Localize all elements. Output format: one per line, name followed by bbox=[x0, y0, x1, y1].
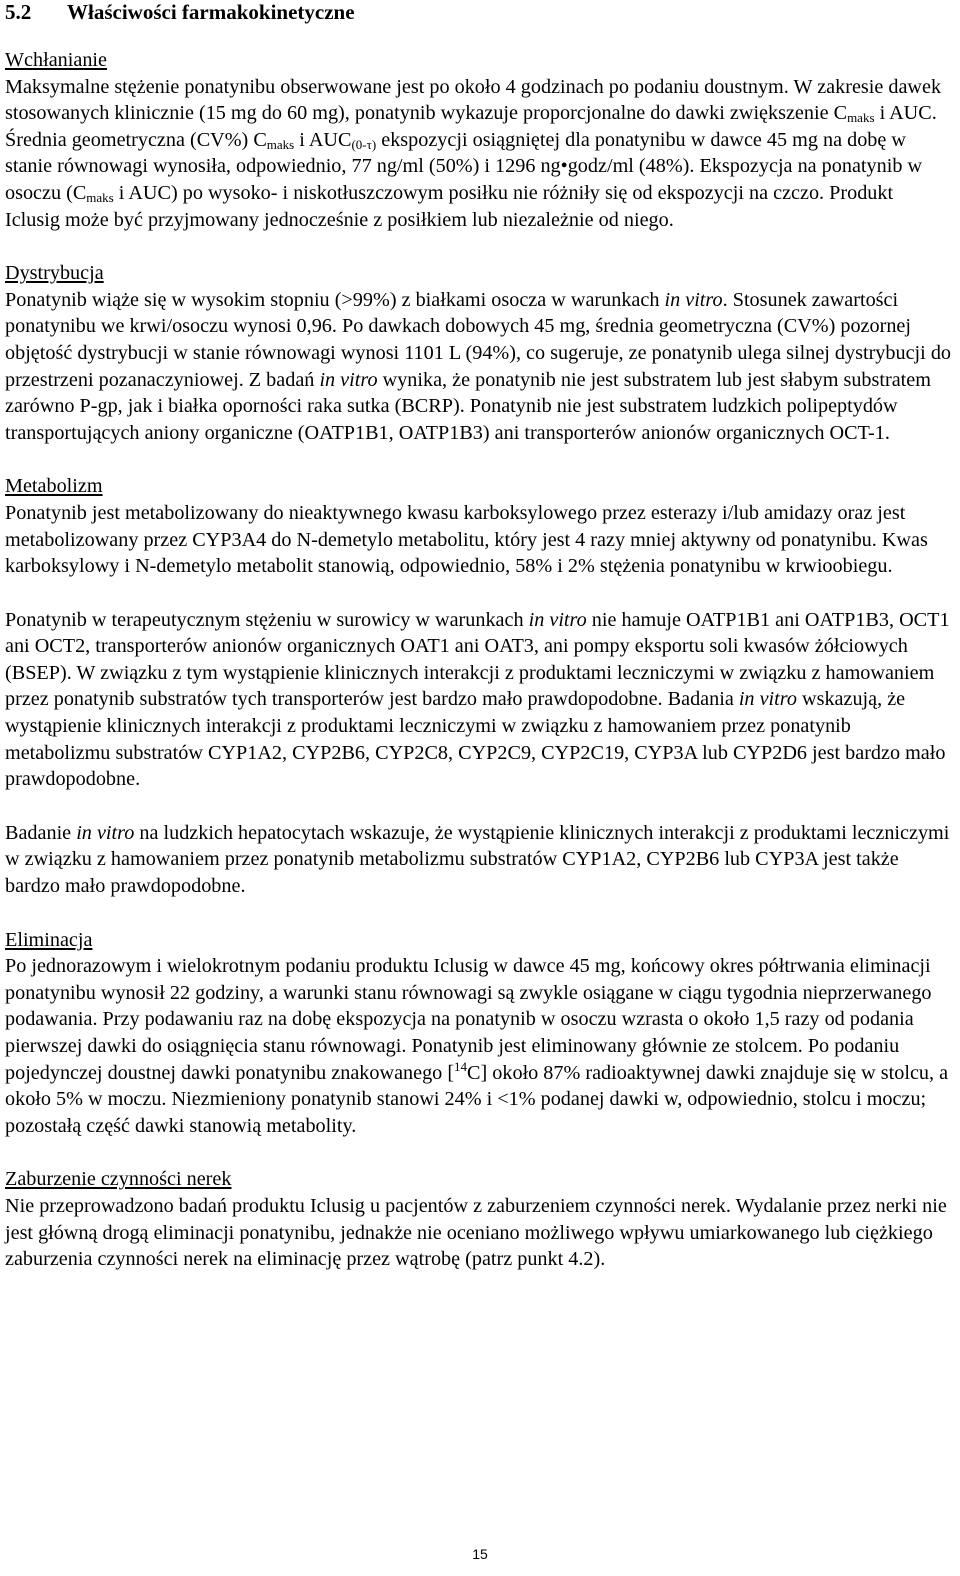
elimination-text-part: Po jednorazowym i wielokrotnym podaniu produktu Iclusig w dawce 45 mg, końcowy okres półtrwania eliminacji ponatynibu wynosił 22 godziny, a warunki stanu równowagi są zwykle osiągane w ciągu tygodnia nieprzerwanego podawania. Przy podawaniu raz na dobę ekspozycja na ponatynib w osoczu wzrasta o około 1,5 razy od podania pierwszej dawki do osiągnięcia stanu równowagi. Ponatynib jest eliminowany głównie ze stolcem. Po podaniu pojedynczej doustnej dawki ponatynibu znakowanego [ bbox=[5, 955, 932, 1084]
metabolism-text-part: Badanie bbox=[5, 821, 77, 844]
metabolism-text-part: wskazują, że wystąpienie klinicznych interakcji z produktami leczniczymi w związku z hamowaniem przez ponatynib metabolizmu substratów CYP1A2, CYP2B6, CYP2C8, CYP2C9, CYP2C19, CYP3A lub CYP2D6 jest bardzo mało prawdopodobne. bbox=[5, 688, 946, 791]
distribution-section bbox=[5, 260, 953, 446]
absorption-text-part: ekspozycji osiągniętej dla ponatynibu w dawce 45 mg na dobę w stanie równowagi wynosiła, odpowiednio, 77 ng/ml (50%) i 1296 ng•godz/ml (48%). Ekspozycja na ponatynib w osoczu (C bbox=[5, 128, 923, 204]
renal-title: Zaburzenie czynności nerek bbox=[5, 1168, 232, 1191]
distribution-text bbox=[5, 287, 953, 447]
metabolism-text-part: Ponatynib w terapeutycznym stężeniu w surowicy w warunkach bbox=[5, 608, 529, 631]
absorption-text-part: i AUC bbox=[294, 128, 352, 151]
absorption-title: Wchłanianie bbox=[5, 49, 108, 71]
metabolism-paragraph-3 bbox=[5, 820, 953, 900]
metabolism-paragraph-1: Ponatynib jest metabolizowany do nieaktywnego kwasu karboksylowego przez esterazy i/lub amidazy oraz jest metabolizowany przez CYP3A4 do N-demetylo metabolitu, który jest 4 razy mniej aktywny od ponatynibu. Kwas karboksylowy i N-demetylo metabolit stanowią, odpowiednio, 58% i 2% stężenia ponatynibu w krwioobiegu. bbox=[5, 501, 928, 578]
elimination-text bbox=[5, 953, 953, 1139]
metabolism-text-part: nie hamuje OATP1B1 ani OATP1B3, OCT1 ani OCT2, transporterów anionów organicznych OAT1 ani OAT3, ani pompy eksportu soli kwasów żółciowych (BSEP). W związku z tym wystąpienie klinicznych interakcji z produktami leczniczymi w związku z hamowaniem przez ponatynib substratów tych transporterów jest bardzo mało prawdopodobne. Badania bbox=[5, 608, 950, 711]
section-heading bbox=[5, 0, 953, 24]
metabolism-text-part: na ludzkich hepatocytach wskazuje, że wystąpienie klinicznych interakcji z produktami leczniczymi w związku z hamowaniem przez ponatynib metabolizmu substratów CYP1A2, CYP2B6 lub CYP3A jest także bardzo mało prawdopodobne. bbox=[5, 821, 950, 898]
absorption-text-part: i AUC. Średnia geometryczna (CV%) C bbox=[5, 102, 937, 151]
subscript-maks: maks bbox=[266, 136, 295, 152]
document-page bbox=[5, 0, 953, 1273]
absorption-section bbox=[5, 47, 953, 233]
metabolism-section bbox=[5, 473, 953, 899]
distribution-text-part: Ponatynib wiąże się w wysokim stopniu (>99%) z białkami osocza w warunkach bbox=[5, 288, 665, 311]
italic-term: in vitro bbox=[319, 368, 378, 391]
distribution-text-part: . Stosunek zawartości ponatynibu we krwi/osoczu wynosi 0,96. Po dawkach dobowych 45 mg, średnia geometryczna (CV%) pozornej objętość dystrybucji w stanie równowagi wynosi 1101 L (94%), co sugeruje, ze ponatynib ulega silnej dystrybucji do przestrzeni pozanaczyniowej. Z badań bbox=[5, 288, 952, 391]
page-number: 15 bbox=[472, 1546, 488, 1562]
superscript-14: 14 bbox=[454, 1058, 468, 1074]
italic-term: in vitro bbox=[664, 288, 723, 311]
distribution-title: Dystrybucja bbox=[5, 262, 104, 285]
subscript-maks: maks bbox=[86, 189, 114, 205]
distribution-text-part: wynika, że ponatynib nie jest substratem lub jest słabym substratem zarówno P-gp, jak i białka oporności raka sutka (BCRP). Ponatynib nie jest substratem ludzkich polipeptydów transportujących aniony organiczne (OATP1B1, OATP1B3) ani transporterów anionów organicznych OCT-1. bbox=[5, 368, 931, 444]
elimination-title: Eliminacja bbox=[5, 928, 93, 951]
subscript-maks: maks bbox=[847, 110, 875, 126]
elimination-text-part: C] około 87% radioaktywnej dawki znajduje się w stolcu, a około 5% w moczu. Niezmieniony ponatynib stanowi 24% i <1% podanej dawki w, odpowiednio, stolcu i moczu; pozostałą część dawki stanowią metabolity. bbox=[5, 1061, 949, 1137]
section-number: 5.2 bbox=[5, 0, 32, 24]
section-title: Właściwości farmakokinetyczne bbox=[67, 0, 355, 24]
subscript-tau: (0-τ) bbox=[351, 136, 377, 152]
renal-section bbox=[5, 1166, 953, 1272]
italic-term: in vitro bbox=[528, 608, 587, 631]
metabolism-title: Metabolizm bbox=[5, 475, 103, 498]
absorption-text-part: i AUC) po wysoko- i niskotłuszczowym posiłku nie różniły się od ekspozycji na czczo. Produkt Iclusig może być przyjmowany jednocześnie z posiłkiem lub niezależnie od niego. bbox=[5, 181, 894, 231]
elimination-section bbox=[5, 927, 953, 1140]
italic-term: in vitro bbox=[738, 688, 797, 711]
absorption-text bbox=[5, 74, 953, 234]
metabolism-paragraph-2 bbox=[5, 607, 953, 793]
italic-term: in vitro bbox=[76, 821, 135, 844]
absorption-text-part: Maksymalne stężenie ponatynibu obserwowane jest po około 4 godzinach po podaniu doustnym. W zakresie dawek stosowanych klinicznie (15 mg do 60 mg), ponatynib wykazuje proporcjonalne do dawki zwiększenie C bbox=[5, 75, 942, 125]
renal-text: Nie przeprowadzono badań produktu Iclusig u pacjentów z zaburzeniem czynności nerek. Wydalanie przez nerki nie jest główną drogą eliminacji ponatynibu, jednakże nie oceniano możliwego wpływu umiarkowanego lub ciężkiego zaburzenia czynności nerek na eliminację przez wątrobę (patrz punkt 4.2). bbox=[5, 1194, 947, 1271]
